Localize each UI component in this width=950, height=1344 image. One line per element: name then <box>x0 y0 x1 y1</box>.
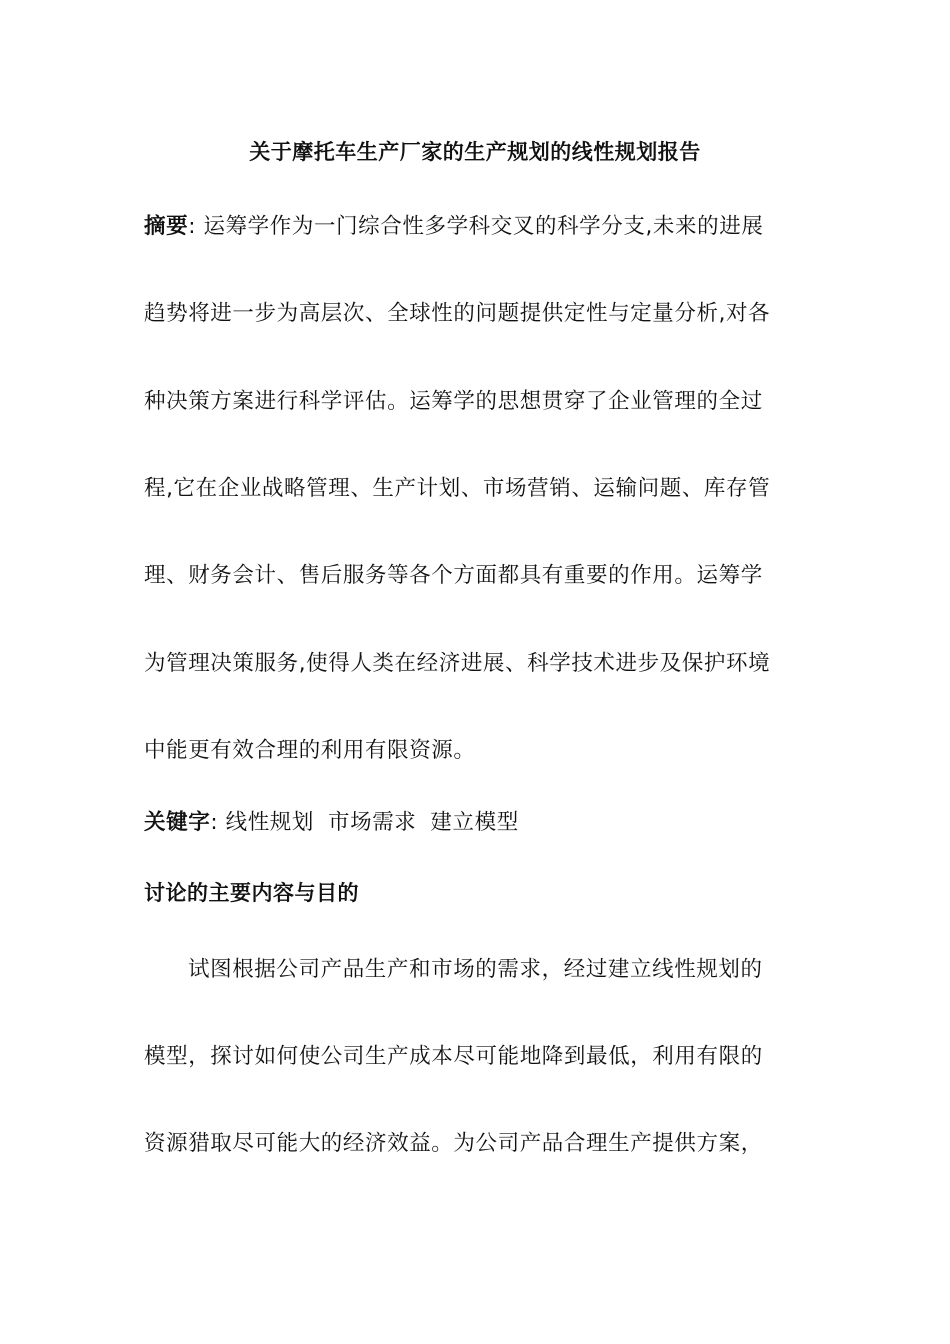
abstract-line-5: 理、财务会计、售后服务等各个方面都具有重要的作用。运筹学 <box>144 563 763 588</box>
abstract-line-6: 为管理决策服务,使得人类在经济进展、科学技术进步及保护环境 <box>144 651 771 676</box>
keyword-item: 建立模型 <box>430 810 519 835</box>
keywords-label: 关键字 <box>144 810 211 835</box>
keywords-line <box>144 805 533 836</box>
abstract-line-7: 中能更有效合理的利用有限资源。 <box>144 738 476 763</box>
document-title: 关于摩托车生产厂家的生产规划的线性规划报告 <box>249 140 701 164</box>
abstract-line-4: 程,它在企业战略管理、生产计划、市场营销、运输问题、库存管 <box>144 476 771 501</box>
abstract-label: 摘要 <box>144 214 189 239</box>
section-line-2: 模型，探讨如何使公司生产成本尽可能地降到最低，利用有限的 <box>144 1044 763 1069</box>
section-heading: 讨论的主要内容与目的 <box>144 881 359 905</box>
abstract-line-1 <box>144 209 763 240</box>
keyword-item: 线性规划 <box>225 810 314 835</box>
abstract-separator: : <box>188 214 197 239</box>
abstract-text-line: 运筹学作为一门综合性多学科交叉的科学分支,未来的进展 <box>203 214 764 239</box>
keywords-separator: : <box>210 810 219 835</box>
abstract-line-3: 种决策方案进行科学评估。运筹学的思想贯穿了企业管理的全过 <box>144 389 763 414</box>
keyword-item: 市场需求 <box>328 810 417 835</box>
section-line-3: 资源猎取尽可能大的经济效益。为公司产品合理生产提供方案， <box>144 1131 763 1156</box>
section-line-1: 试图根据公司产品生产和市场的需求，经过建立线性规划的 <box>188 957 763 982</box>
abstract-line-2: 趋势将进一步为高层次、全球性的问题提供定性与定量分析,对各 <box>144 301 771 326</box>
